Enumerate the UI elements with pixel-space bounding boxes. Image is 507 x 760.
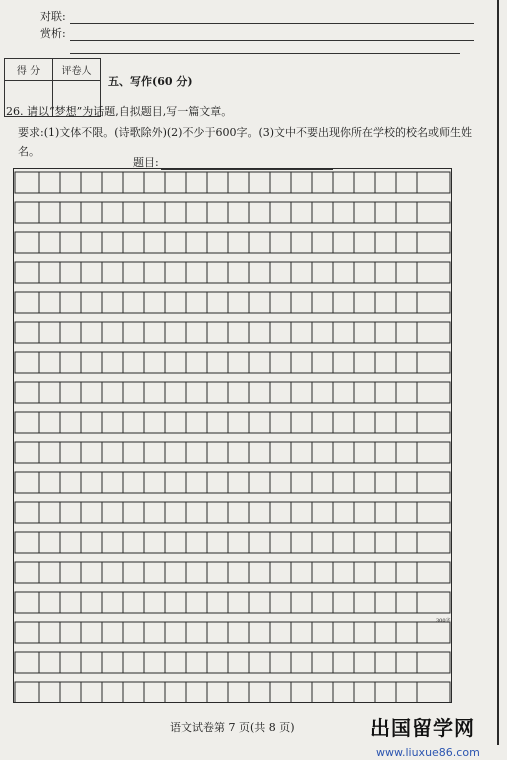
- watermark-name: 出国留学网: [370, 716, 475, 740]
- grid-row: [15, 412, 450, 433]
- grid-row: [15, 622, 450, 643]
- score-label-cell: 得 分: [5, 59, 53, 81]
- word-count-mark: 300字: [436, 618, 451, 624]
- grid-row: [15, 262, 450, 283]
- watermark-url: www.liuxue86.com: [376, 746, 480, 759]
- grid-row: [15, 592, 450, 613]
- duilian-field: [40, 8, 474, 24]
- grader-label-cell: 评卷人: [53, 59, 101, 81]
- shangxi-input-line-1[interactable]: [70, 29, 474, 41]
- question-requirements: 要求:(1)文体不限。(诗歌除外)(2)不少于600字。(3)文中不要出现你所在学校的校名或师生姓名。: [18, 126, 473, 158]
- section-title: 五、写作(60 分): [108, 75, 193, 88]
- grid-row: [15, 352, 450, 373]
- duilian-input-line[interactable]: [70, 12, 474, 24]
- grid-row: [15, 472, 450, 493]
- shangxi-field-line-2: [70, 42, 460, 54]
- shangxi-field: [40, 25, 474, 41]
- grid-row: [15, 532, 450, 553]
- grid-row: [15, 202, 450, 223]
- shangxi-input-line-2[interactable]: [70, 42, 460, 54]
- grid-row: [15, 442, 450, 463]
- grid-row: [15, 382, 450, 403]
- grid-row: [15, 682, 450, 702]
- grid-row: [15, 652, 450, 673]
- duilian-label: 对联:: [40, 10, 66, 23]
- grid-row: [15, 292, 450, 313]
- margin-line: [497, 0, 499, 745]
- grid-row: [15, 322, 450, 343]
- title-label: 题目:: [133, 156, 159, 169]
- composition-grid[interactable]: [13, 168, 452, 703]
- grid-row: [15, 502, 450, 523]
- composition-grid-svg: [14, 169, 451, 702]
- grid-row: [15, 232, 450, 253]
- watermark: [370, 712, 480, 760]
- grid-row: [15, 562, 450, 583]
- page-footer: 语文试卷第 7 页(共 8 页): [170, 721, 295, 734]
- grid-row: [15, 172, 450, 193]
- shangxi-label: 赏析:: [40, 27, 66, 40]
- question-prompt: 26. 请以“梦想”为话题,自拟题目,写一篇文章。: [6, 105, 233, 118]
